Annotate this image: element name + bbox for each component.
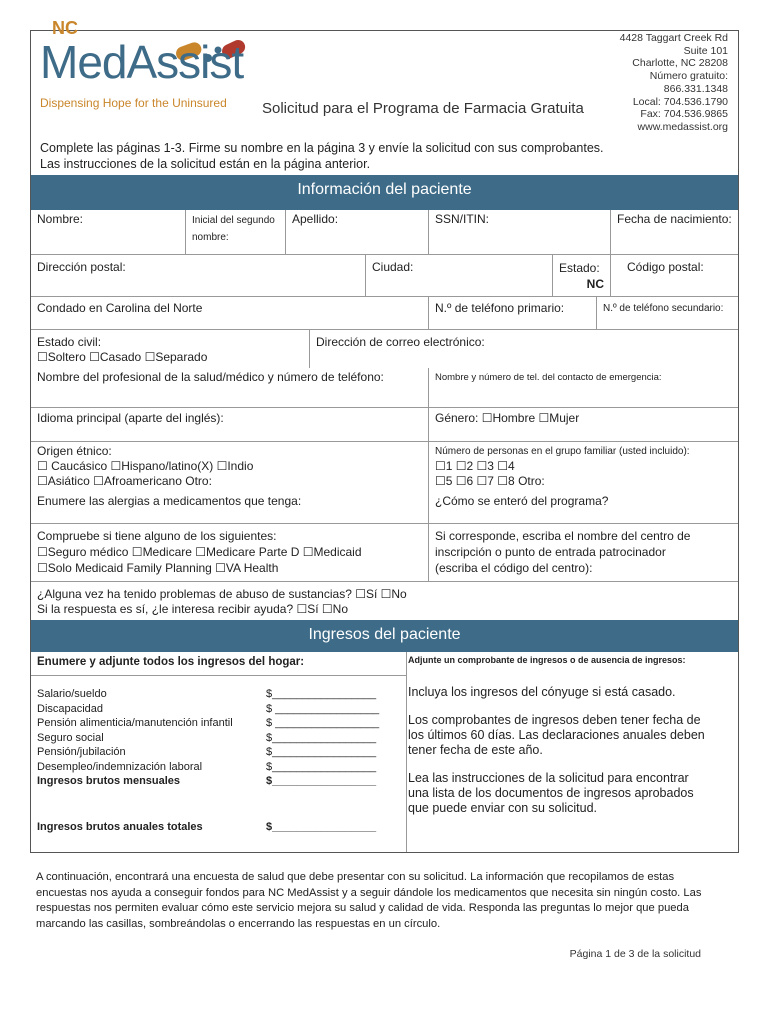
primary-phone-label: N.º de teléfono primario: [435,301,565,315]
coverage-options[interactable]: ☐Solo Medicaid Family Planning ☐VA Health [37,561,279,575]
household-options[interactable]: ☐5 ☐6 ☐7 ☐8 Otro: [435,474,545,488]
address-line: Suite 101 [683,44,728,57]
income-note: una lista de los documentos de ingresos aprobados [408,786,694,800]
state-value: NC [586,277,604,291]
provider-field[interactable] [31,368,428,408]
gender-field[interactable] [428,408,738,442]
marital-status-field[interactable] [31,330,309,368]
coverage-label: Compruebe si tiene alguno de los siguientes: [37,529,277,543]
income-amount-field[interactable]: $_________________ [266,731,377,744]
heard-about-label: ¿Cómo se enteró del programa? [435,494,609,508]
intro-line: Las instrucciones de la solicitud están en la página anterior. [40,157,371,171]
dob-field[interactable] [610,210,738,255]
household-size-field[interactable] [428,442,738,492]
middle-initial-field[interactable] [185,210,285,255]
income-amount-field[interactable]: $ _________________ [266,702,380,715]
coverage-field[interactable] [31,524,428,582]
income-amount-field[interactable]: $_________________ [266,775,377,787]
first-name-label: Nombre: [37,212,84,226]
income-note: tener fecha de este año. [408,743,543,757]
help-question[interactable]: Si la respuesta es sí, ¿le interesa recibir ayuda? ☐Sí ☐No [37,602,348,616]
substance-abuse-question[interactable]: ¿Alguna vez ha tenido problemas de abuso de sustancias? ☐Sí ☐No [37,587,407,601]
provider-label: Nombre del profesional de la salud/médico y número de teléfono: [37,370,384,384]
address-line: www.medassist.org [637,120,728,133]
county-field[interactable] [31,297,428,330]
ethnicity-label: Origen étnico: [37,444,112,458]
marital-label: Estado civil: [37,335,102,349]
annual-income-field[interactable]: $_________________ [266,821,377,833]
mailing-address-field[interactable] [31,255,365,297]
address-line: Número gratuito: [649,70,728,83]
income-amount-field[interactable]: $_________________ [266,760,377,773]
secondary-phone-label: N.º de teléfono secundario: [603,303,724,314]
logo-text: MedAssist [40,36,244,88]
household-options[interactable]: ☐1 ☐2 ☐3 ☐4 [435,459,515,473]
middle-initial-label: Inicial del segundo [192,215,275,226]
income-note: Los comprobantes de ingresos deben tener fecha de [408,713,701,727]
sponsor-line: Si corresponde, escriba el nombre del centro de [435,529,691,543]
income-item-label: Ingresos brutos mensuales [37,775,181,787]
language-label: Idioma principal (aparte del inglés): [37,411,224,425]
allergies-field[interactable] [31,492,428,524]
state-field[interactable] [552,255,610,297]
income-note: que puede enviar con su solicitud. [408,801,598,815]
ssn-field[interactable] [428,210,610,255]
last-name-label: Apellido: [292,212,339,226]
income-fields [266,688,379,790]
zip-label: Código postal: [627,260,704,274]
county-label: Condado en Carolina del Norte [37,301,203,315]
address-line: Charlotte, NC 28208 [632,57,728,70]
logo-nc: NC [52,18,78,38]
annual-income-label: Ingresos brutos anuales totales [37,821,203,833]
survey-intro-text: A continuación, encontrará una encuesta de salud que debe presentar con su solicitud. La información que recopilamos de estas encuestas nos ayuda a conseguir fondos para NC MedAssist y a seguir dándole los medicamentos que necesita sin ningún costo. Las respuestas nos permiten evaluar cómo este servicio mejora su salud y calidad de vida. Responda las preguntas lo mejor que pueda marcando las casillas, sombreándolas o encerrando las respuestas en un círculo. [36,871,702,930]
income-item-label: Pensión alimenticia/manutención infantil [37,717,233,729]
ethnicity-field[interactable] [31,442,428,492]
household-label: Número de personas en el grupo familiar (usted incluido): [435,446,690,457]
mailing-address-label: Dirección postal: [37,260,126,274]
coverage-options[interactable]: ☐Seguro médico ☐Medicare ☐Medicare Parte D ☐Medicaid [37,545,362,559]
income-amount-field[interactable]: $_________________ [266,688,377,700]
last-name-field[interactable] [285,210,428,255]
income-item-label: Desempleo/indemnización laboral [37,760,203,773]
income-item-label: Pensión/jubilación [37,746,126,758]
ethnicity-options[interactable]: ☐Asiático ☐Afroamericano Otro: [37,474,212,488]
income-item-label: Discapacidad [37,702,104,715]
primary-phone-field[interactable] [428,297,596,330]
section-header-patient: Información del paciente [31,175,738,210]
page-number: Página 1 de 3 de la solicitud [569,948,701,960]
state-label: Estado: [559,261,600,275]
income-item-label: Salario/sueldo [37,688,107,700]
dob-label: Fecha de nacimiento: [617,212,732,226]
income-instructions [408,685,705,816]
ssn-label: SSN/ITIN: [435,212,490,226]
sponsor-site-field[interactable] [428,524,738,582]
form-title: Solicitud para el Programa de Farmacia Gratuita [262,100,584,117]
ethnicity-options[interactable]: ☐ Caucásico ☐Hispano/latino(X) ☐Indio [37,459,254,473]
allergies-label: Enumere las alergias a medicamentos que tenga: [37,494,302,508]
sponsor-line: (escriba el código del centro): [435,561,593,575]
income-labels [37,688,233,790]
income-note: los últimos 60 días. Las declaraciones anuales deben [408,728,705,742]
zip-field[interactable] [610,255,738,297]
income-note: Incluya los ingresos del cónyuge si está casado. [408,685,676,699]
language-field[interactable] [31,408,428,442]
income-header-rule [31,675,406,676]
income-amount-field[interactable]: $ _________________ [266,717,380,729]
income-left-header: Enumere y adjunte todos los ingresos del hogar: [37,656,305,668]
first-name-field[interactable] [31,210,185,255]
income-right-header: Adjunte un comprobante de ingresos o de ausencia de ingresos: [408,655,686,665]
address-block [620,32,728,134]
intro-line: Complete las páginas 1-3. Firme su nombre en la página 3 y envíe la solicitud con sus comprobantes. [40,141,604,155]
heard-about-field[interactable] [428,492,738,524]
gender-options[interactable]: Género: ☐Hombre ☐Mujer [435,411,580,425]
sponsor-line: inscripción o punto de entrada patrocinador [435,545,666,559]
intro-text [40,140,604,172]
city-field[interactable] [365,255,552,297]
city-label: Ciudad: [372,260,414,274]
email-field[interactable] [309,330,738,368]
address-line: Local: 704.536.1790 [632,95,728,108]
address-line: 4428 Taggart Creek Rd [619,32,728,44]
income-item-label: Seguro social [37,731,104,744]
address-line: Fax: 704.536.9865 [640,108,728,121]
section-header-income: Ingresos del paciente [31,620,738,652]
emergency-contact-field[interactable] [428,368,738,408]
emergency-label: Nombre y número de tel. del contacto de emergencia: [435,372,662,383]
address-line: 866.331.1348 [663,82,728,95]
secondary-phone-field[interactable] [596,297,738,330]
income-divider [406,652,407,852]
income-note: Lea las instrucciones de la solicitud para encontrar [408,771,689,785]
email-label: Dirección de correo electrónico: [316,335,485,349]
substance-abuse-field[interactable] [31,582,738,620]
income-amount-field[interactable]: $_________________ [266,746,377,758]
marital-options[interactable]: ☐Soltero ☐Casado ☐Separado [37,350,208,364]
middle-initial-label: nombre: [192,232,229,243]
logo-tagline: Dispensing Hope for the Uninsured [40,96,227,110]
